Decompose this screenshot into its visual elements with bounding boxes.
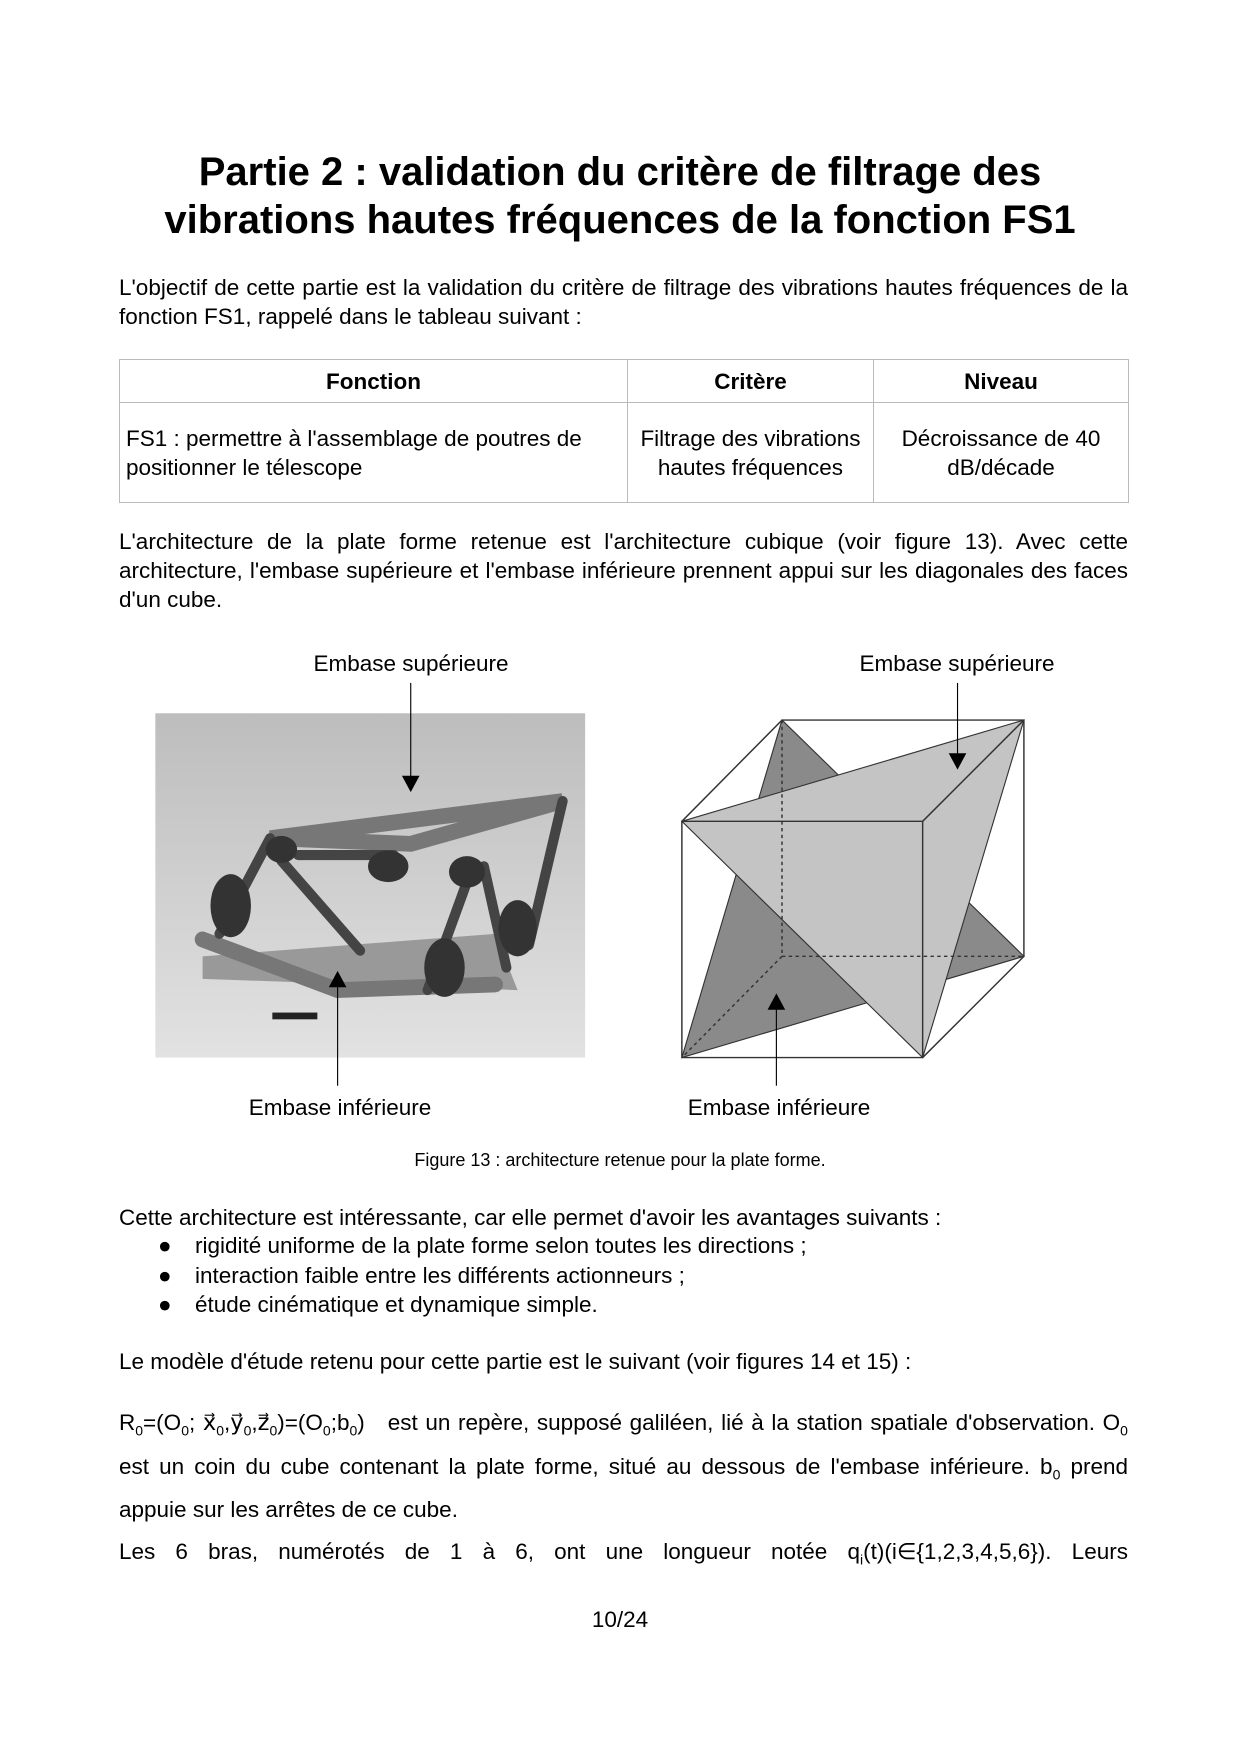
- arms-paragraph: Les 6 bras, numérotés de 1 à 6, ont une longueur notée $q_i(t)(i\in\{1,2,3,4,5,6\})$. Leurs: [119, 1539, 1128, 1568]
- bullet-text: étude cinématique et dynamique simple.: [195, 1292, 598, 1317]
- advantages-list: [150, 1231, 807, 1320]
- figure-caption: Figure 13 : architecture retenue pour la plate forme.: [414, 1150, 826, 1170]
- label-embase-inferieure-cube: Embase inférieure: [687, 1095, 871, 1120]
- architecture-paragraph: L'architecture de la plate forme retenue est l'architecture cubique (voir figure 13). Avec cette architecture, l'embase supérieure et l'embase inférieure prennent appui sur les diagonales des faces d'un cube.: [119, 529, 1128, 612]
- title-line-1: Partie 2 : validation du critère de filtrage des: [198, 150, 1042, 194]
- list-item: ● interaction faible entre les différents actionneurs ;: [158, 1262, 685, 1288]
- bullet-text: interaction faible entre les différents actionneurs ;: [195, 1262, 685, 1288]
- cell-fonction: FS1 : permettre à l'assemblage de poutres de positionner le télescope: [120, 403, 628, 503]
- hexapod-photo: [155, 713, 585, 1057]
- title-line-2: vibrations hautes fréquences de la fonction FS1: [164, 198, 1076, 242]
- label-embase-inferieure-photo: Embase inférieure: [248, 1095, 432, 1120]
- header-niveau: Niveau: [874, 360, 1129, 403]
- intro-paragraph: L'objectif de cette partie est la validation du critère de filtrage des vibrations hautes fréquences de la fonction FS1, rappelé dans le tableau suivant :: [119, 275, 1128, 329]
- label-embase-superieure-cube: Embase supérieure: [859, 651, 1055, 676]
- reference-frame-paragraph: $R_0=(O_0$; $x_0,y_0,z_0)=(O_0;b_0)$ est un repère, supposé galiléen, lié à la station spatiale d'observation. $O_0$ est un coin du cube contenant la plate forme, situé au dessous de l'embase inférieure. $b_0$ prend appuie sur les arrêtes de ce cube.: [119, 1410, 1128, 1522]
- header-critere: Critère: [628, 360, 874, 403]
- list-item: ● étude cinématique et dynamique simple.: [158, 1292, 598, 1317]
- cell-critere: Filtrage des vibrations hautes fréquences: [628, 403, 874, 503]
- advantages-intro: Cette architecture est intéressante, car elle permet d'avoir les avantages suivants :: [119, 1205, 942, 1230]
- frame-equation: $R_0=(O_0$; $x_0,y_0,z_0)=(O_0;b_0)$: [119, 1410, 365, 1439]
- bullet-text: rigidité uniforme de la plate forme selon toutes les directions ;: [195, 1233, 807, 1258]
- cell-niveau: Décroissance de 40 dB/décade: [874, 403, 1129, 503]
- label-embase-superieure-photo: Embase supérieure: [313, 651, 509, 676]
- list-item: ● rigidité uniforme de la plate forme selon toutes les directions ;: [158, 1233, 807, 1258]
- header-fonction: Fonction: [120, 360, 628, 403]
- cube-diagram: [682, 720, 1024, 1058]
- model-paragraph: Le modèle d'étude retenu pour cette partie est le suivant (voir figures 14 et 15) :: [119, 1349, 912, 1374]
- page-number: 10/24: [591, 1607, 649, 1632]
